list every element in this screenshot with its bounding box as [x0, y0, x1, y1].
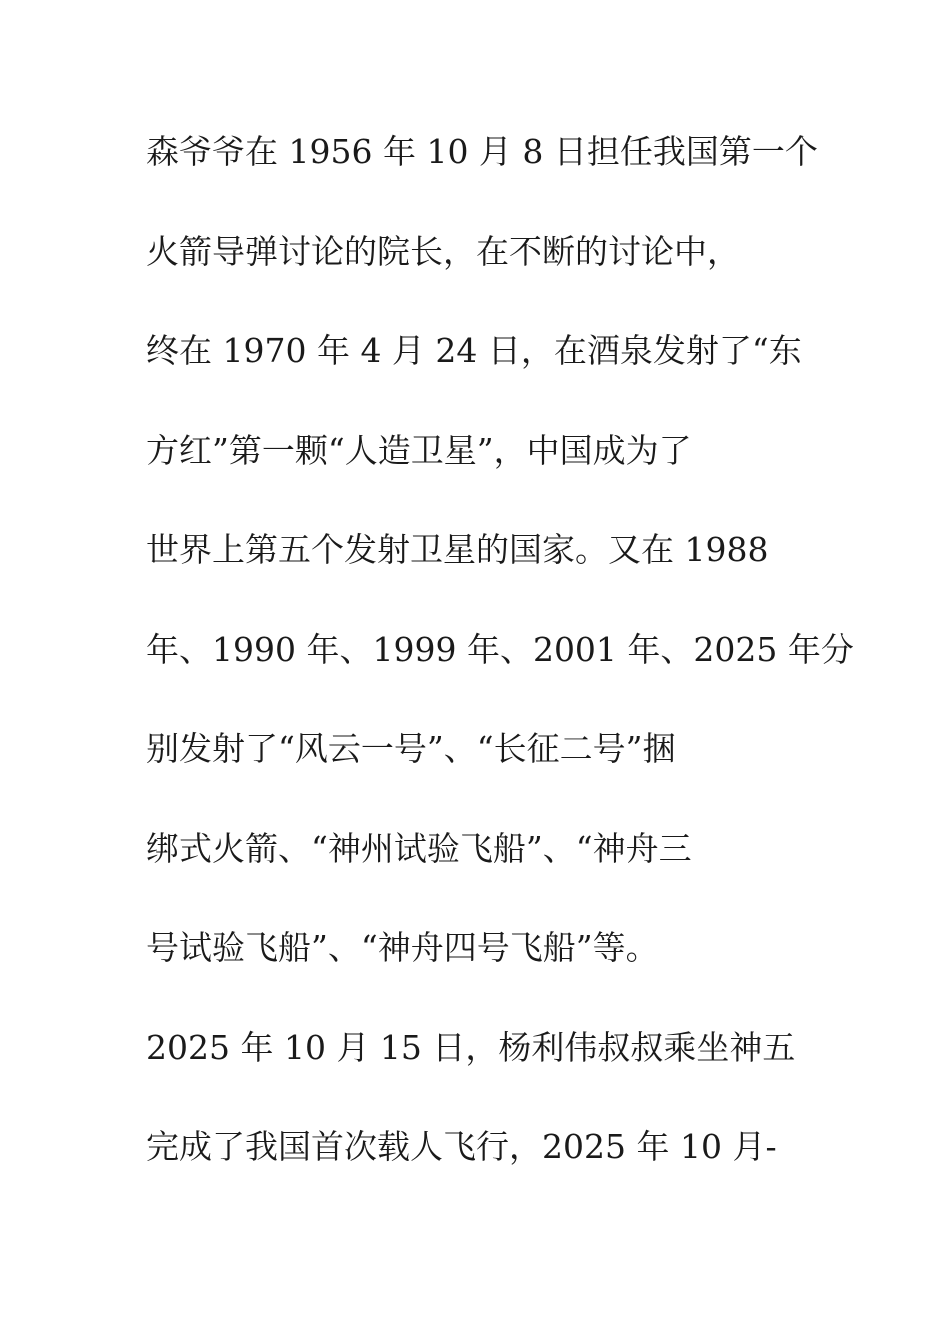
text-line-11: 完成了我国首次载人飞行，2025 年 10 月- — [146, 1127, 777, 1166]
text-line-4: 方红”第一颗“人造卫星”，中国成为了 — [146, 430, 692, 470]
text-line-7: 别发射了“风云一号”、“长征二号”捆 — [146, 729, 676, 768]
text-line-10: 2025 年 10 月 15 日，杨利伟叔叔乘坐神五 — [146, 1027, 796, 1067]
text-line-2: 火箭导弹讨论的院长，在不断的讨论中， — [146, 231, 740, 271]
paragraph — [146, 123, 854, 1218]
text-line-3: 终在 1970 年 4 月 24 日，在酒泉发射了“东 — [146, 331, 802, 370]
text-line-6: 年、1990 年、1999 年、2001 年、2025 年分 — [146, 629, 854, 669]
text-line-5: 世界上第五个发射卫星的国家。又在 1988 — [146, 530, 769, 569]
text-line-8: 绑式火箭、“神州试验飞船”、“神舟三 — [146, 828, 692, 868]
text-line-1: 森爷爷在 1956 年 10 月 8 日担任我国第一个 — [146, 132, 818, 171]
text-line-9: 号试验飞船”、“神舟四号飞船”等。 — [146, 928, 659, 967]
